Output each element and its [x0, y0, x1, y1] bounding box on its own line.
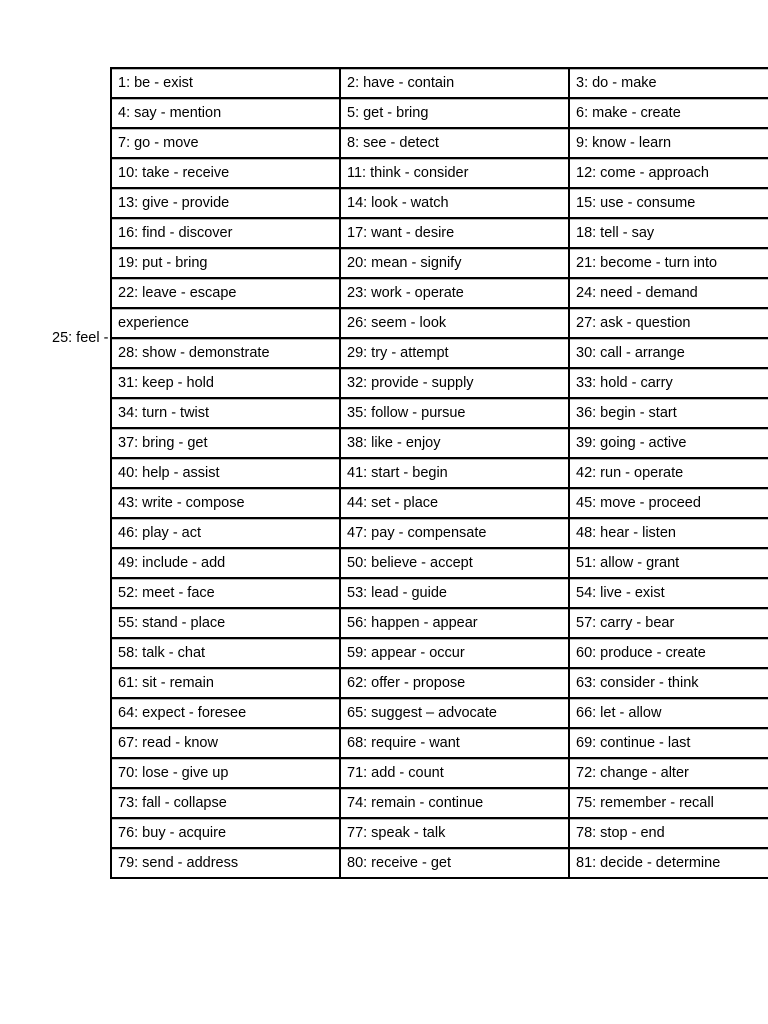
table-row: [112, 819, 768, 849]
synonym-table: [110, 67, 768, 879]
table-cell: 32: provide - supply: [341, 369, 570, 399]
table-row: [112, 159, 768, 189]
table-cell: 39: going - active: [570, 429, 768, 459]
table-cell: 43: write - compose: [112, 489, 341, 519]
table-cell: 24: need - demand: [570, 279, 768, 309]
table-cell: 56: happen - appear: [341, 609, 570, 639]
table-row: [112, 699, 768, 729]
table-cell: 80: receive - get: [341, 849, 570, 879]
table-cell: 20: mean - signify: [341, 249, 570, 279]
table-cell: 69: continue - last: [570, 729, 768, 759]
table-cell: 21: become - turn into: [570, 249, 768, 279]
table-row: [112, 759, 768, 789]
table-row: [112, 309, 768, 339]
table-cell: 28: show - demonstrate: [112, 339, 341, 369]
table-cell: 81: decide - determine: [570, 849, 768, 879]
table-row: [112, 129, 768, 159]
table-cell: 11: think - consider: [341, 159, 570, 189]
table-cell: 67: read - know: [112, 729, 341, 759]
table-cell: 75: remember - recall: [570, 789, 768, 819]
table-cell: 9: know - learn: [570, 129, 768, 159]
table-cell: 16: find - discover: [112, 219, 341, 249]
table-cell: 27: ask - question: [570, 309, 768, 339]
table-cell: 18: tell - say: [570, 219, 768, 249]
table-cell: 17: want - desire: [341, 219, 570, 249]
table-cell: 73: fall - collapse: [112, 789, 341, 819]
table-cell: 68: require - want: [341, 729, 570, 759]
table-cell: 45: move - proceed: [570, 489, 768, 519]
table-cell: 38: like - enjoy: [341, 429, 570, 459]
table-row: [112, 669, 768, 699]
table-cell: 60: produce - create: [570, 639, 768, 669]
table-cell: 54: live - exist: [570, 579, 768, 609]
table-cell: 6: make - create: [570, 99, 768, 129]
table-cell: 71: add - count: [341, 759, 570, 789]
table-row: [112, 609, 768, 639]
table-cell: 12: come - approach: [570, 159, 768, 189]
table-cell: 66: let - allow: [570, 699, 768, 729]
table-cell: 64: expect - foresee: [112, 699, 341, 729]
table-cell: 29: try - attempt: [341, 339, 570, 369]
table-cell: 23: work - operate: [341, 279, 570, 309]
table-cell: 57: carry - bear: [570, 609, 768, 639]
table-row: [112, 99, 768, 129]
table-cell: 13: give - provide: [112, 189, 341, 219]
synonym-table-body: [112, 69, 768, 879]
table-row: [112, 279, 768, 309]
table-cell: 52: meet - face: [112, 579, 341, 609]
table-cell: 4: say - mention: [112, 99, 341, 129]
table-row: [112, 459, 768, 489]
overflow-row-label: 25: feel -: [52, 323, 110, 353]
table-cell: 10: take - receive: [112, 159, 341, 189]
table-cell: 5: get - bring: [341, 99, 570, 129]
table-cell: 72: change - alter: [570, 759, 768, 789]
table-row: [112, 639, 768, 669]
table-cell: 77: speak - talk: [341, 819, 570, 849]
table-cell: 78: stop - end: [570, 819, 768, 849]
table-cell: 22: leave - escape: [112, 279, 341, 309]
table-cell: 59: appear - occur: [341, 639, 570, 669]
table-row: [112, 519, 768, 549]
table-cell: 49: include - add: [112, 549, 341, 579]
table-cell: 15: use - consume: [570, 189, 768, 219]
table-cell: 19: put - bring: [112, 249, 341, 279]
table-row: [112, 789, 768, 819]
table-cell: 40: help - assist: [112, 459, 341, 489]
table-cell: 76: buy - acquire: [112, 819, 341, 849]
table-row: [112, 849, 768, 879]
table-row: [112, 429, 768, 459]
table-cell: 42: run - operate: [570, 459, 768, 489]
table-cell: 53: lead - guide: [341, 579, 570, 609]
table-cell: 70: lose - give up: [112, 759, 341, 789]
table-cell: 55: stand - place: [112, 609, 341, 639]
table-row: [112, 249, 768, 279]
table-cell: 47: pay - compensate: [341, 519, 570, 549]
table-row: [112, 549, 768, 579]
table-row: [112, 399, 768, 429]
table-cell: 50: believe - accept: [341, 549, 570, 579]
table-cell: 7: go - move: [112, 129, 341, 159]
table-cell: 30: call - arrange: [570, 339, 768, 369]
table-row: [112, 369, 768, 399]
table-cell: 46: play - act: [112, 519, 341, 549]
table-cell: 34: turn - twist: [112, 399, 341, 429]
table-cell: 44: set - place: [341, 489, 570, 519]
table-cell: 58: talk - chat: [112, 639, 341, 669]
table-row: [112, 729, 768, 759]
table-row: [112, 189, 768, 219]
table-cell: 8: see - detect: [341, 129, 570, 159]
table-row: [112, 219, 768, 249]
table-cell: 2: have - contain: [341, 69, 570, 99]
table-cell: 33: hold - carry: [570, 369, 768, 399]
table-cell: 37: bring - get: [112, 429, 341, 459]
table-cell: 14: look - watch: [341, 189, 570, 219]
table-cell: 61: sit - remain: [112, 669, 341, 699]
table-cell: 26: seem - look: [341, 309, 570, 339]
table-cell: 48: hear - listen: [570, 519, 768, 549]
table-row: [112, 579, 768, 609]
table-cell: 65: suggest – advocate: [341, 699, 570, 729]
table-cell: experience: [112, 309, 341, 339]
table-cell: 3: do - make: [570, 69, 768, 99]
table-cell: 35: follow - pursue: [341, 399, 570, 429]
table-cell: 1: be - exist: [112, 69, 341, 99]
table-cell: 41: start - begin: [341, 459, 570, 489]
table-cell: 63: consider - think: [570, 669, 768, 699]
table-cell: 51: allow - grant: [570, 549, 768, 579]
table-cell: 62: offer - propose: [341, 669, 570, 699]
table-cell: 31: keep - hold: [112, 369, 341, 399]
table-row: [112, 489, 768, 519]
table-cell: 74: remain - continue: [341, 789, 570, 819]
table-cell: 79: send - address: [112, 849, 341, 879]
table-row: [112, 339, 768, 369]
table-row: [112, 69, 768, 99]
table-cell: 36: begin - start: [570, 399, 768, 429]
